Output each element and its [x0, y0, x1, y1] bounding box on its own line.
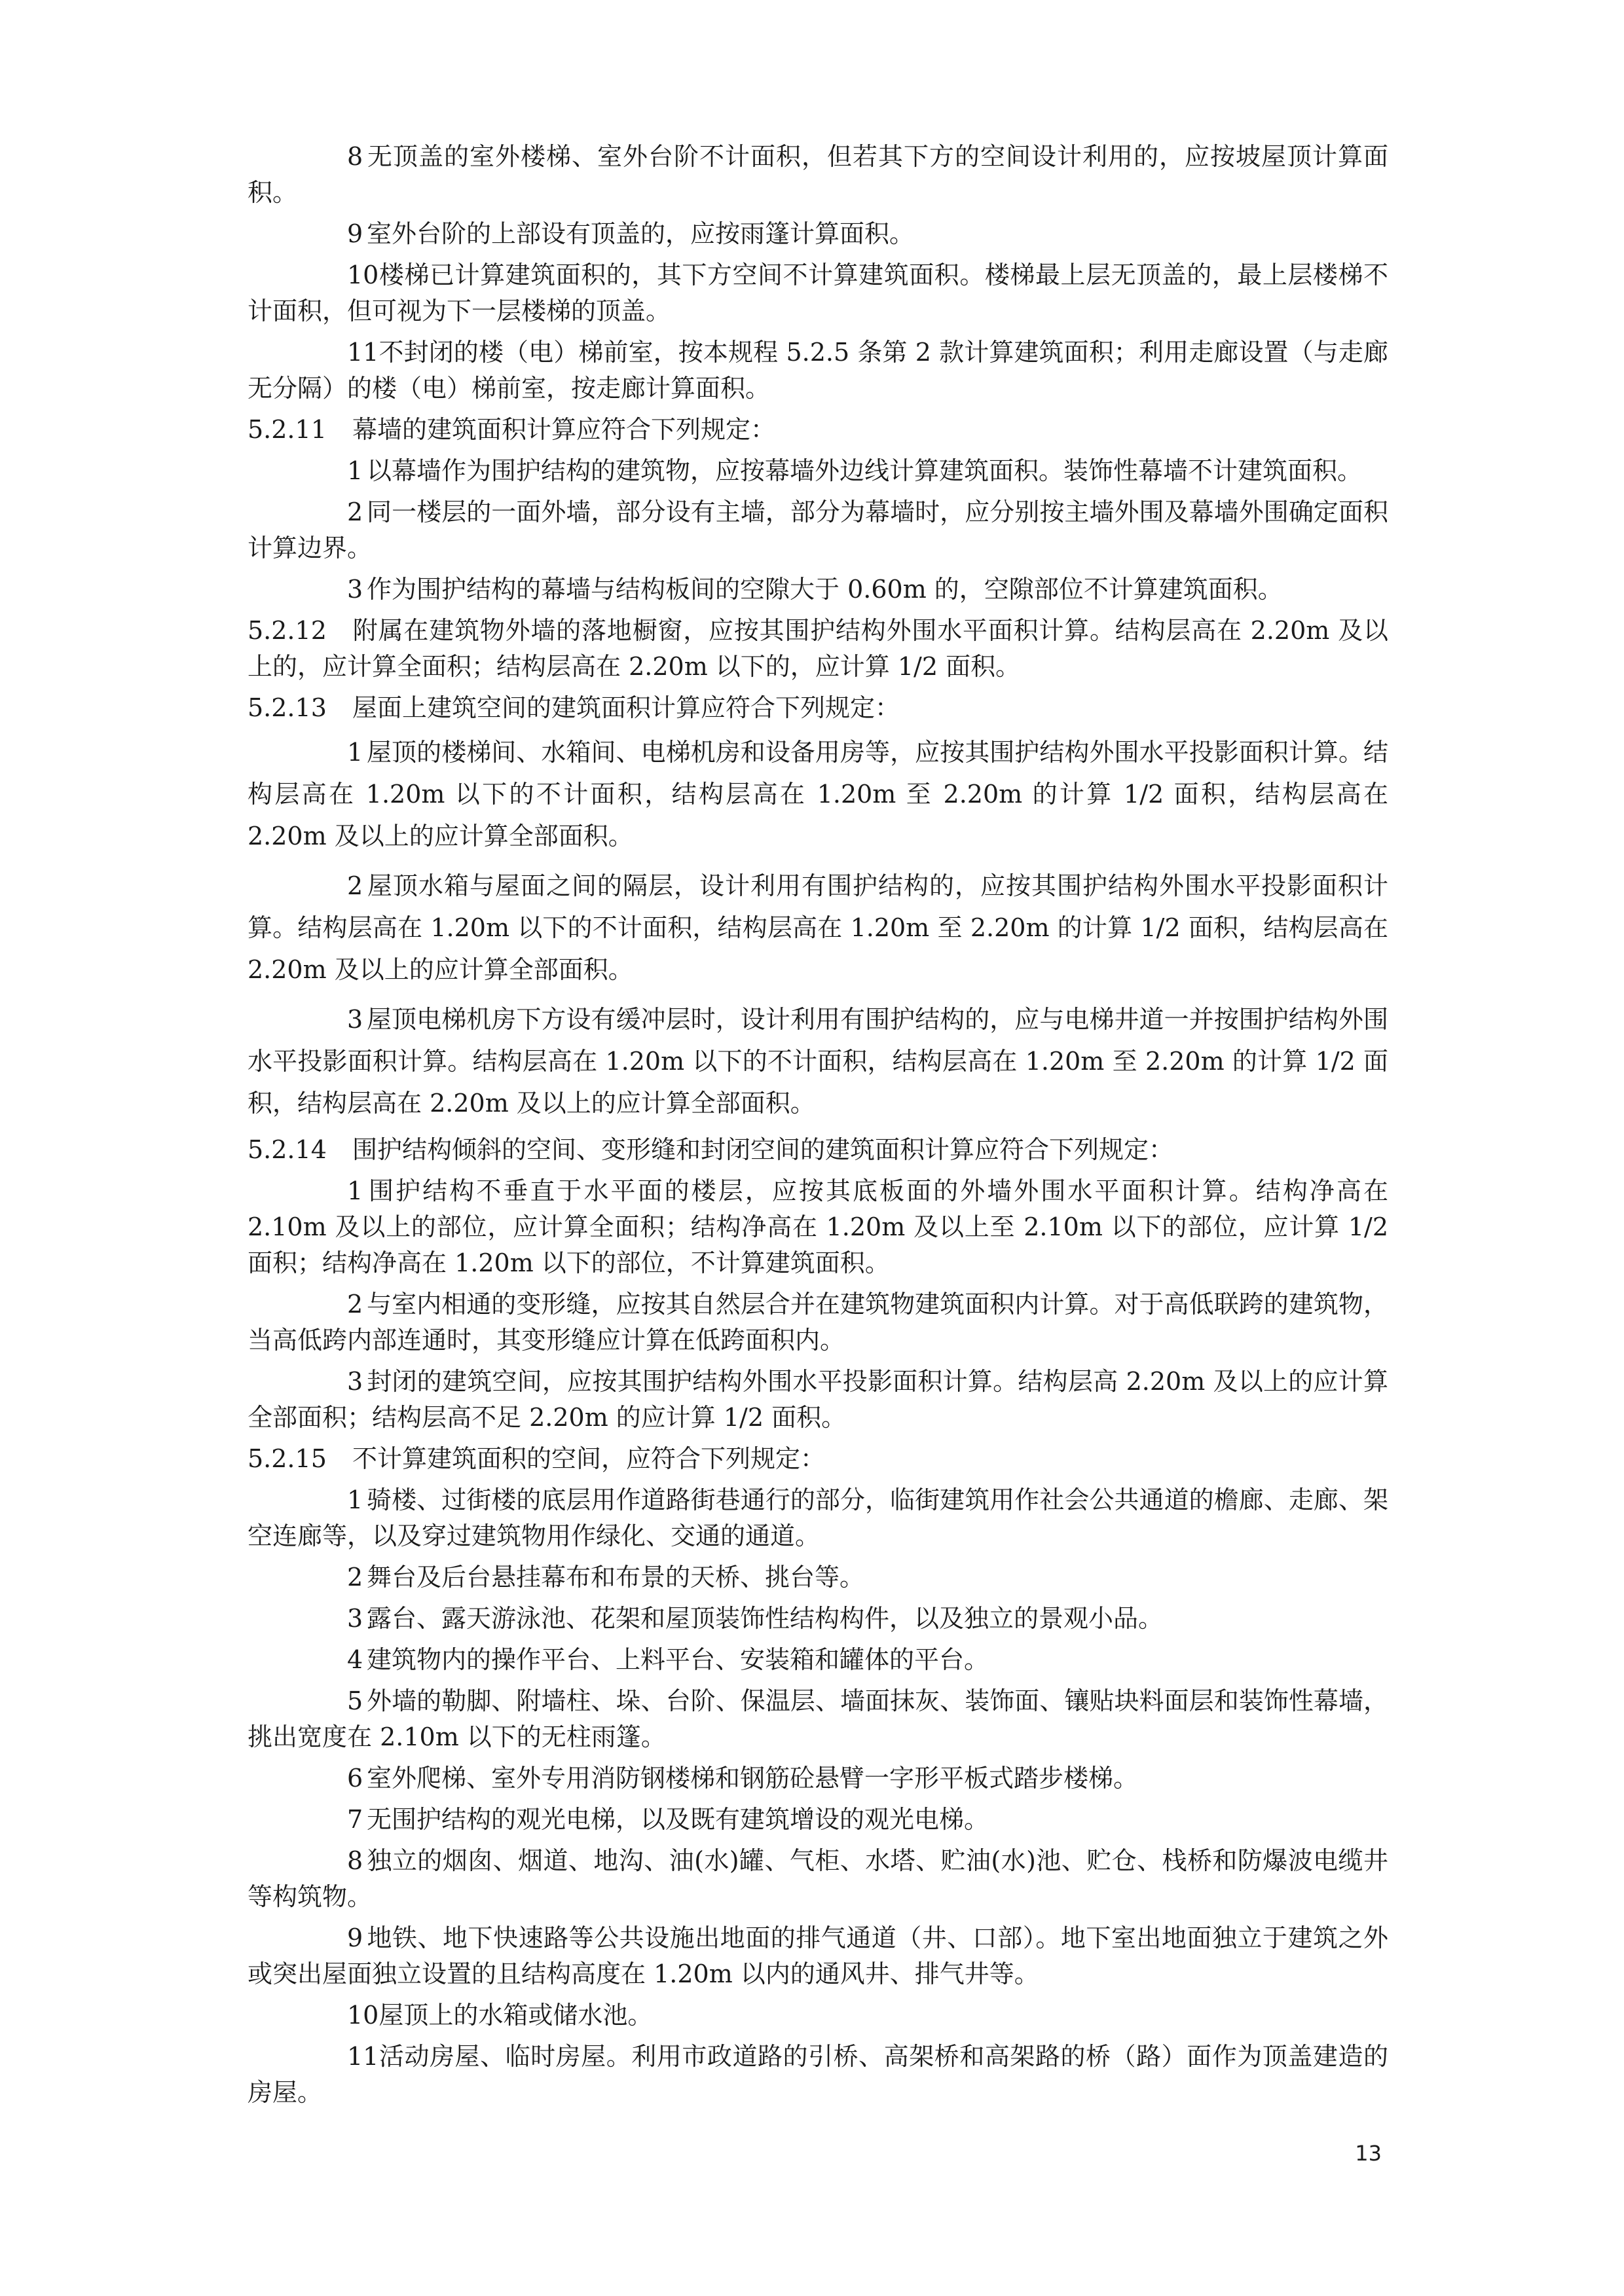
clause-item [248, 1760, 1388, 1796]
section-clause [248, 613, 1388, 685]
section-clause [248, 1132, 1388, 1168]
clause-text: 与室内相通的变形缝，应按其自然层合并在建筑物建筑面积内计算。对于高低联跨的建筑物，当高低跨内部连通时，其变形缝应计算在低跨面积内。 [248, 1290, 1388, 1355]
section-number: 5.2.12 [248, 616, 327, 645]
clause-text: 露台、露天游泳池、花架和屋顶装饰性结构构件，以及独立的景观小品。 [367, 1604, 1164, 1633]
clause-text: 外墙的勒脚、附墙柱、垛、台阶、保温层、墙面抹灰、装饰面、镶贴块料面层和装饰性幕墙，挑出宽度在 2.10m 以下的无柱雨篷。 [248, 1686, 1388, 1751]
clause-text: 作为围护结构的幕墙与结构板间的空隙大于 0.60m 的，空隙部位不计算建筑面积。 [367, 575, 1283, 604]
clause-item [248, 1997, 1388, 2033]
clause-item [248, 1482, 1388, 1554]
clause-item [248, 1642, 1388, 1678]
clause-text: 独立的烟囱、烟道、地沟、油(水)罐、气柜、水塔、贮油(水)池、贮仓、栈桥和防爆波电缆井等构筑物。 [248, 1846, 1388, 1911]
clause-text: 屋顶上的水箱或储水池。 [378, 2001, 653, 2030]
item-number: 9 [347, 1923, 363, 1952]
section-clause [248, 690, 1388, 726]
item-number: 1 [347, 1176, 363, 1205]
clause-item [248, 453, 1388, 489]
clause-text: 以幕墙作为围护结构的建筑物，应按幕墙外边线计算建筑面积。装饰性幕墙不计建筑面积。 [367, 456, 1363, 485]
clause-item [248, 731, 1388, 857]
clause-item [248, 2039, 1388, 2111]
item-number: 1 [347, 738, 363, 767]
clause-item [248, 1920, 1388, 1992]
body-text [248, 139, 1388, 2111]
clause-text: 不计算建筑面积的空间，应符合下列规定： [352, 1444, 826, 1473]
clause-text: 封闭的建筑空间，应按其围护结构外围水平投影面积计算。结构层高 2.20m 及以上的应计算全部面积；结构层高不足 2.20m 的应计算 1/2 面积。 [248, 1367, 1388, 1432]
item-number: 4 [347, 1645, 363, 1674]
clause-item [248, 1802, 1388, 1838]
clause-item [248, 1286, 1388, 1358]
clause-text: 室外爬梯、室外专用消防钢楼梯和钢筋砼悬臂一字形平板式踏步楼梯。 [367, 1764, 1139, 1793]
item-number: 2 [347, 498, 363, 526]
clause-item [248, 998, 1388, 1124]
item-number: 1 [347, 1485, 363, 1514]
item-number: 2 [347, 871, 363, 900]
item-number: 3 [347, 1604, 363, 1633]
clause-text: 室外台阶的上部设有顶盖的，应按雨篷计算面积。 [367, 219, 915, 248]
clause-text: 活动房屋、临时房屋。利用市政道路的引桥、高架桥和高架路的桥（路）面作为顶盖建造的房屋。 [248, 2042, 1388, 2107]
section-clause [248, 1441, 1388, 1477]
clause-text: 同一楼层的一面外墙，部分设有主墙，部分为幕墙时，应分别按主墙外围及幕墙外围确定面积计算边界。 [248, 498, 1388, 562]
clause-item [248, 572, 1388, 608]
item-number: 10 [347, 261, 379, 289]
item-number: 10 [347, 2001, 379, 2030]
clause-item [248, 335, 1388, 407]
clause-text: 屋顶水箱与屋面之间的隔层，设计利用有围护结构的，应按其围护结构外围水平投影面积计算。结构层高在 1.20m 以下的不计面积，结构层高在 1.20m 至 2.20m 的计算 1/2 面积，结构层高在 2.20m 及以上的应计算全部面积。 [248, 871, 1388, 984]
clause-item [248, 257, 1388, 329]
item-number: 2 [347, 1290, 363, 1319]
section-number: 5.2.14 [248, 1135, 327, 1164]
clause-item [248, 1173, 1388, 1281]
clause-item [248, 1601, 1388, 1637]
item-number: 6 [347, 1764, 363, 1793]
item-number: 3 [347, 1005, 363, 1034]
item-number: 8 [347, 142, 363, 171]
clause-text: 围护结构不垂直于水平面的楼层，应按其底板面的外墙外围水平面积计算。结构净高在 2.10m 及以上的部位，应计算全面积；结构净高在 1.20m 及以上至 2.10m 以下的部位，应计算 1/2 面积；结构净高在 1.20m 以下的部位，不计算建筑面积。 [248, 1176, 1388, 1277]
clause-item [248, 1364, 1388, 1436]
clause-item [248, 216, 1388, 252]
clause-text: 围护结构倾斜的空间、变形缝和封闭空间的建筑面积计算应符合下列规定： [352, 1135, 1174, 1164]
clause-text: 不封闭的楼（电）梯前室，按本规程 5.2.5 条第 2 款计算建筑面积；利用走廊设置（与走廊无分隔）的楼（电）梯前室，按走廊计算面积。 [248, 338, 1388, 403]
section-number: 5.2.13 [248, 693, 327, 722]
section-number: 5.2.15 [248, 1444, 327, 1473]
clause-text: 幕墙的建筑面积计算应符合下列规定： [352, 415, 776, 444]
page-number: 13 [1355, 2141, 1382, 2166]
item-number: 3 [347, 575, 363, 604]
clause-text: 屋顶的楼梯间、水箱间、电梯机房和设备用房等，应按其围护结构外围水平投影面积计算。结构层高在 1.20m 以下的不计面积，结构层高在 1.20m 至 2.20m 的计算 1/2 面积，结构层高在 2.20m 及以上的应计算全部面积。 [248, 738, 1388, 850]
clause-text: 无顶盖的室外楼梯、室外台阶不计面积，但若其下方的空间设计利用的，应按坡屋顶计算面积。 [248, 142, 1388, 207]
clause-item [248, 1843, 1388, 1915]
item-number: 11 [347, 2042, 379, 2071]
item-number: 11 [347, 338, 379, 367]
clause-item [248, 1683, 1388, 1755]
clause-text: 屋顶电梯机房下方设有缓冲层时，设计利用有围护结构的，应与电梯井道一并按围护结构外围水平投影面积计算。结构层高在 1.20m 以下的不计面积，结构层高在 1.20m 至 2.20m 的计算 1/2 面积，结构层高在 2.20m 及以上的应计算全部面积。 [248, 1005, 1388, 1118]
section-number: 5.2.11 [248, 415, 327, 444]
item-number: 9 [347, 219, 363, 248]
clause-item [248, 1559, 1388, 1595]
clause-text: 骑楼、过街楼的底层用作道路街巷通行的部分，临街建筑用作社会公共通道的檐廊、走廊、架空连廊等，以及穿过建筑物用作绿化、交通的通道。 [248, 1485, 1388, 1550]
clause-text: 舞台及后台悬挂幕布和布景的天桥、挑台等。 [367, 1563, 865, 1592]
item-number: 3 [347, 1367, 363, 1396]
clause-item [248, 139, 1388, 211]
clause-text: 地铁、地下快速路等公共设施出地面的排气通道（井、口部）。地下室出地面独立于建筑之外或突出屋面独立设置的且结构高度在 1.20m 以内的通风井、排气井等。 [248, 1923, 1388, 1988]
clause-text: 屋面上建筑空间的建筑面积计算应符合下列规定： [352, 693, 900, 722]
item-number: 8 [347, 1846, 363, 1875]
clause-item [248, 494, 1388, 566]
item-number: 5 [347, 1686, 363, 1715]
section-clause [248, 412, 1388, 448]
item-number: 1 [347, 456, 363, 485]
item-number: 7 [347, 1805, 363, 1834]
item-number: 2 [347, 1563, 363, 1592]
clause-text: 建筑物内的操作平台、上料平台、安装箱和罐体的平台。 [367, 1645, 989, 1674]
clause-text: 附属在建筑物外墙的落地橱窗，应按其围护结构外围水平面积计算。结构层高在 2.20m 及以上的，应计算全面积；结构层高在 2.20m 以下的，应计算 1/2 面积。 [248, 616, 1388, 681]
clause-item [248, 865, 1388, 991]
clause-text: 楼梯已计算建筑面积的，其下方空间不计算建筑面积。楼梯最上层无顶盖的，最上层楼梯不计面积，但可视为下一层楼梯的顶盖。 [248, 261, 1388, 325]
clause-text: 无围护结构的观光电梯，以及既有建筑增设的观光电梯。 [367, 1805, 989, 1834]
